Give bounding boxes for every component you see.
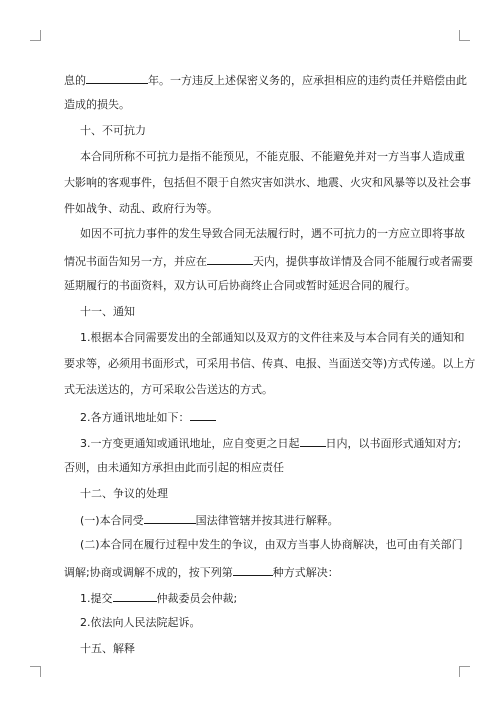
text-line: 3.一方变更通知或通讯地址，应自变更之日起 日内，以书面形式通知对方; <box>80 437 462 450</box>
fill-blank <box>113 590 157 602</box>
fill-blank <box>86 72 148 84</box>
text-line: 件如战争、动乱、政府行为等。 <box>64 202 218 215</box>
fill-blank <box>233 564 273 576</box>
text-line: 本合同所称不可抗力是指不能预见，不能克服、不能避免并对一方当事人造成重 <box>80 150 465 163</box>
section-heading: 十五、解释 <box>80 642 135 655</box>
corner-mark-top-left <box>30 30 41 41</box>
text-line: 调解;协商或调解不成的，按下列第 种方式解决： <box>64 566 339 579</box>
section-heading: 十二、争议的处理 <box>80 487 168 500</box>
corner-mark-bottom-right <box>459 666 470 677</box>
text-line: 2.各方通讯地址如下： <box>80 409 216 425</box>
text-line: 大影响的客观事件，包括但不限于自然灾害如洪水、地震、火灾和风暴等以及社会事 <box>64 176 471 189</box>
text-line: (一)本合同受 国法律管辖并按其进行解释。 <box>80 514 339 527</box>
text-line: 如因不可抗力事件的发生导致合同无法履行时，遇不可抗力的一方应立即将事故 <box>80 227 465 240</box>
text-line: 2.依法向人民法院起诉。 <box>80 616 201 629</box>
text-line: 延期履行的书面资料，双方认可后协商终止合同或暂时延迟合同的履行。 <box>64 279 416 292</box>
fill-blank <box>144 512 196 524</box>
corner-mark-bottom-left <box>30 666 41 677</box>
text-line: 造成的损失。 <box>64 98 130 111</box>
fill-blank <box>190 409 216 421</box>
fill-blank <box>300 435 326 447</box>
text-line: 情况书面告知另一方，并应在 天内，提供事故详情及合同不能履行或者需要 <box>64 255 473 268</box>
text-line: 式无法送达的，方可采取公告送达的方式。 <box>64 383 273 396</box>
section-heading: 十一、通知 <box>80 305 135 318</box>
text-line: 息的 年。一方违反上述保密义务的，应承担相应的违约责任并赔偿由此 <box>64 74 467 87</box>
fill-blank <box>207 253 253 265</box>
text-line: 1.提交 仲裁委员会仲裁; <box>80 592 238 605</box>
corner-mark-top-right <box>459 30 470 41</box>
text-line: 否则，由未通知方承担由此而引起的相应责任 <box>64 461 284 474</box>
text-line: (二)本合同在履行过程中发生的争议，由双方当事人协商解决，也可由有关部门 <box>80 538 463 551</box>
text-line: 要求等，必须用书面形式，可采用书信、传真、电报、当面送交等)方式传递。以上方 <box>64 357 476 370</box>
text-line: 1.根据本合同需要发出的全部通知以及双方的文件往来及与本合同有关的通知和 <box>80 331 465 344</box>
section-heading: 十、不可抗力 <box>80 124 146 137</box>
